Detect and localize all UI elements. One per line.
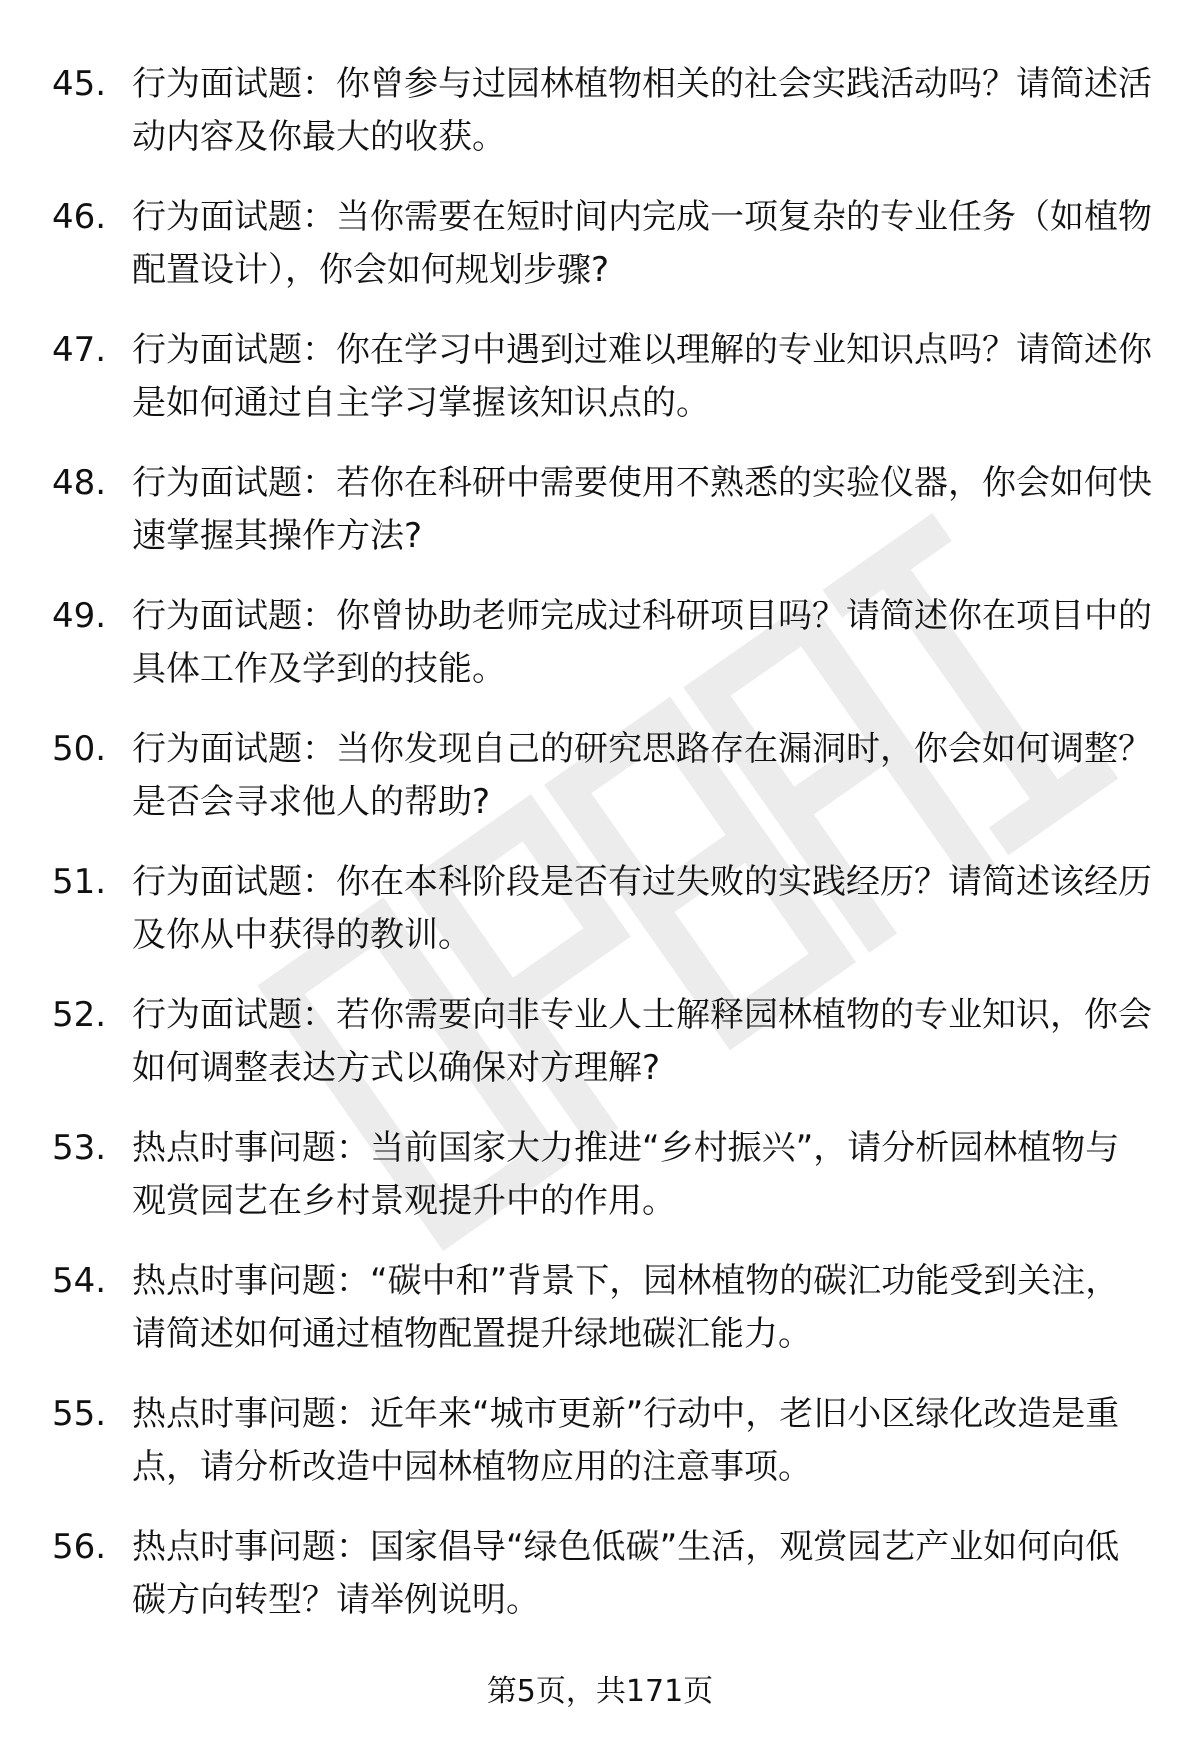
- question-number: 51.: [52, 862, 107, 902]
- question-number: 53.: [52, 1128, 107, 1168]
- question-text: 热点时事问题：当前国家大力推进“乡村振兴”，请分析园林植物与观赏园艺在乡村景观提升中的作用。: [132, 1128, 1120, 1221]
- question-item: [52, 1521, 1152, 1654]
- question-number: 56.: [52, 1527, 107, 1567]
- question-number: 54.: [52, 1261, 107, 1301]
- question-text: 行为面试题：若你在科研中需要使用不熟悉的实验仪器，你会如何快速掌握其操作方法?: [132, 463, 1152, 556]
- question-text: 行为面试题：若你需要向非专业人士解释园林植物的专业知识，你会如何调整表达方式以确保对方理解?: [132, 995, 1152, 1088]
- question-item: [52, 1388, 1152, 1521]
- question-text: 热点时事问题：国家倡导“绿色低碳”生活，观赏园艺产业如何向低碳方向转型？请举例说明。: [132, 1527, 1120, 1620]
- question-number: 52.: [52, 995, 107, 1035]
- question-item: [52, 58, 1152, 191]
- question-item: [52, 856, 1152, 989]
- question-item: [52, 457, 1152, 590]
- question-text: 行为面试题：你曾协助老师完成过科研项目吗？请简述你在项目中的具体工作及学到的技能。: [132, 596, 1152, 689]
- question-item: [52, 191, 1152, 324]
- question-text: 热点时事问题：“碳中和”背景下，园林植物的碳汇功能受到关注，请简述如何通过植物配置提升绿地碳汇能力。: [132, 1261, 1120, 1354]
- question-text: 行为面试题：当你发现自己的研究思路存在漏洞时，你会如何调整？是否会寻求他人的帮助?: [132, 729, 1152, 822]
- question-number: 46.: [52, 197, 107, 237]
- question-item: [52, 989, 1152, 1122]
- question-text: 行为面试题：你曾参与过园林植物相关的社会实践活动吗？请简述活动内容及你最大的收获。: [132, 64, 1152, 157]
- question-item: [52, 1255, 1152, 1388]
- question-number: 50.: [52, 729, 107, 769]
- page-footer: [0, 1672, 1200, 1712]
- question-number: 45.: [52, 64, 107, 104]
- question-text: 行为面试题：你在学习中遇到过难以理解的专业知识点吗？请简述你是如何通过自主学习掌握该知识点的。: [132, 330, 1152, 423]
- question-item: [52, 723, 1152, 856]
- question-item: [52, 1122, 1152, 1255]
- question-number: 55.: [52, 1394, 107, 1434]
- page-number: 第5页，共171页: [486, 1674, 714, 1709]
- question-text: 热点时事问题：近年来“城市更新”行动中，老旧小区绿化改造是重点，请分析改造中园林植物应用的注意事项。: [132, 1394, 1120, 1487]
- question-item: [52, 590, 1152, 723]
- question-number: 48.: [52, 463, 107, 503]
- question-number: 49.: [52, 596, 107, 636]
- question-text: 行为面试题：当你需要在短时间内完成一项复杂的专业任务（如植物配置设计），你会如何规划步骤?: [132, 197, 1152, 290]
- question-item: [52, 324, 1152, 457]
- question-list: [52, 58, 1152, 1654]
- question-text: 行为面试题：你在本科阶段是否有过失败的实践经历？请简述该经历及你从中获得的教训。: [132, 862, 1152, 955]
- question-number: 47.: [52, 330, 107, 370]
